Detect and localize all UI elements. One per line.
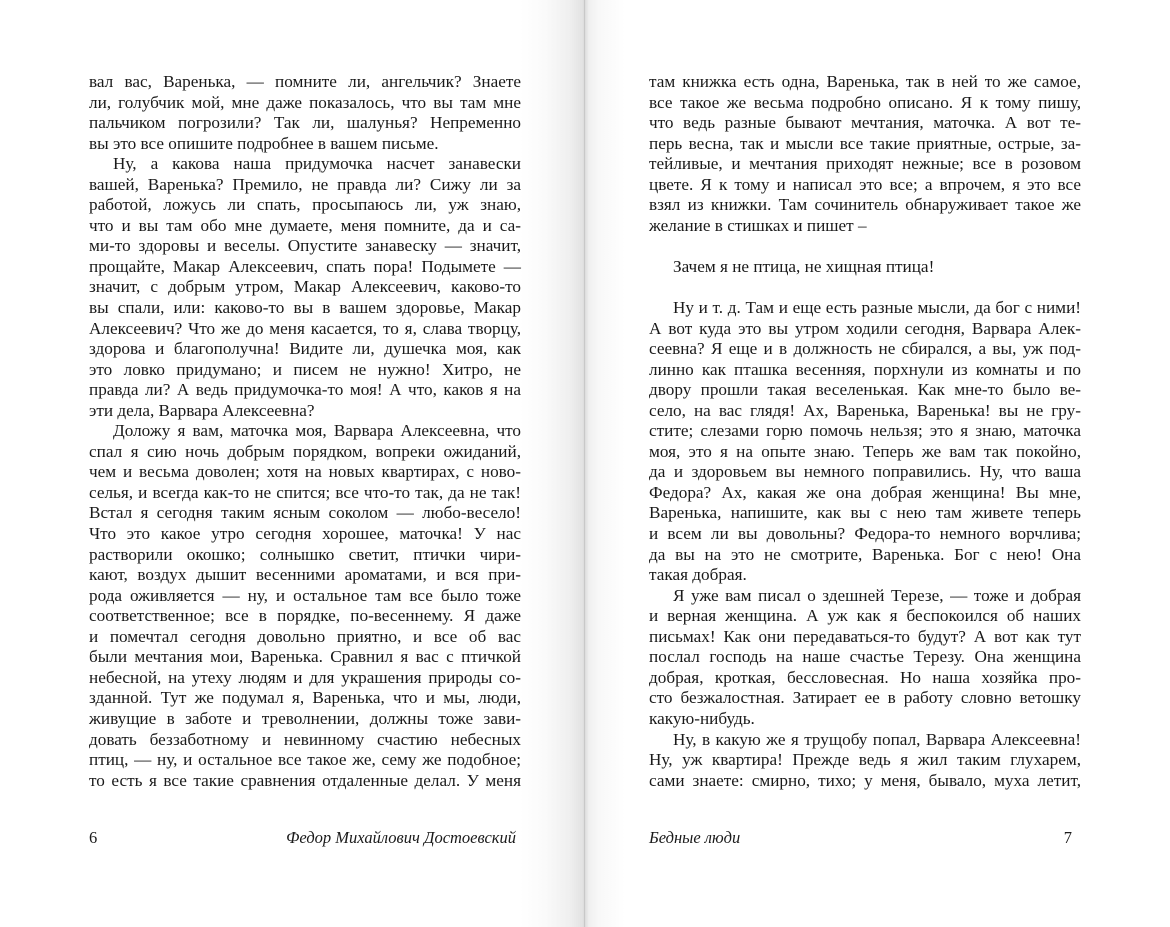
text-line: рода оживляется — ну, и остальное там все было тоже <box>89 585 521 605</box>
right-page <box>585 0 1170 927</box>
text-line: ли, голубчик мой, мне даже показалось, что вы там мне <box>89 92 521 112</box>
text-line: тейливые, и мечтания приходят нежные; все в розовом <box>649 154 1081 174</box>
text-line: что ведь разные бывают мечтания, маточка. А вот те- <box>649 113 1081 133</box>
text-line: послал господь на наше счастье Терезу. Она женщина <box>649 647 1081 667</box>
text-line: Доложу я вам, маточка моя, Варвара Алексеевна, что <box>113 421 521 441</box>
text-line: то есть я все такие сравнения отдаленные делал. У меня <box>89 770 521 790</box>
text-line: эти дела, Варвара Алексеевна? <box>89 400 315 420</box>
blank-line <box>649 277 1081 298</box>
text-line: селья, и всегда как-то не спится; все что-то так, да не так! <box>89 482 521 502</box>
blank-line <box>649 236 1081 257</box>
text-line: Я уже вам писал о здешней Терезе, — тоже и добрая <box>673 585 1081 605</box>
left-page-text <box>89 72 521 791</box>
text-line: моя, это я на опыте знаю. Теперь же вам так покойно, <box>649 441 1081 461</box>
text-line: правда ли? А ведь придумочка-то моя! А что, каков я на <box>89 380 521 400</box>
text-line: двору прошли такая веселенькая. Как мне-то было ве- <box>649 380 1081 400</box>
right-page-text <box>649 72 1081 791</box>
text-line: да и здоровьем вы немного поправились. Ну, что ваша <box>649 462 1081 482</box>
text-line: Что это какое утро сегодня хорошее, маточка! У нас <box>89 524 521 544</box>
text-line: такая добрая. <box>649 565 747 585</box>
text-line: и помечтал сегодня довольно приятно, и все об вас <box>89 626 521 646</box>
text-line: соответственное; все в порядке, по-весеннему. Я даже <box>89 606 521 626</box>
text-line: какую-нибудь. <box>649 708 755 728</box>
text-line: перь весна, так и мысли все такие приятные, острые, за- <box>649 133 1081 153</box>
text-line: Варенька, напишите, как вы с нею там живете теперь <box>649 503 1081 523</box>
text-line: прощайте, Макар Алексеевич, спать пора! Подымете — <box>89 256 521 276</box>
text-line: здорова и благополучна! Видите ли, душечка моя, как <box>89 339 521 359</box>
text-line: вы это все опишите подробнее в вашем письме. <box>89 133 439 153</box>
text-line: все такое же весьма подробно описано. Я к тому пишу, <box>649 92 1081 112</box>
text-line: вашей, Варенька? Премило, не правда ли? Сижу ли за <box>89 174 521 194</box>
text-line: значит, с добрым утром, Макар Алексеевич, каково-то <box>89 277 521 297</box>
text-line: вал вас, Варенька, — помните ли, ангельчик? Знаете <box>89 72 521 91</box>
text-line: работой, ложусь ли спать, просыпаюсь ли, уж знаю, <box>89 195 521 215</box>
text-line: сто безжалостная. Затирает ее в работу словно ветошку <box>649 688 1081 708</box>
text-line: ми-то здоровы и веселы. Опустите занавеску — значит, <box>89 236 521 256</box>
text-line: зданной. Тут же подумал я, Варенька, что и мы, люди, <box>89 688 521 708</box>
text-line: и верная женщина. А уж как я беспокоился об наших <box>649 606 1081 626</box>
text-line: Алексеевич? Что же до меня касается, то я, слава творцу, <box>89 318 521 338</box>
text-line: А вот куда это вы утром ходили сегодня, Варвара Алек- <box>649 318 1081 338</box>
text-line: Ну, уж квартира! Прежде ведь я жил таким глухарем, <box>649 750 1081 770</box>
text-line: живущие в заботе и треволнении, должны тоже зави- <box>89 708 521 728</box>
text-line: письмах! Как они передаваться-то будут? А вот как тут <box>649 626 1081 646</box>
text-line: спал я сию ночь добрым порядком, вопреки ожиданий, <box>89 441 521 461</box>
right-page-number: 7 <box>1063 828 1072 847</box>
left-running-head: Федор Михайлович Достоевский <box>286 828 516 847</box>
text-line: Ну и т. д. Там и еще есть разные мысли, да бог с ними! <box>673 298 1081 318</box>
book-gutter <box>584 0 585 927</box>
text-line: там книжка есть одна, Варенька, так в ней то же самое, <box>649 72 1081 91</box>
text-line: это ловко придумано; и писем не нужно! Хитро, не <box>89 359 521 379</box>
text-line: взял из книжки. Там сочинитель обнаруживает такое же <box>649 195 1081 215</box>
text-line: линно как пташка весенняя, порхнули из комнаты и по <box>649 359 1081 379</box>
text-line: да вы на это не смотрите, Варенька. Бог с нею! Она <box>649 544 1081 564</box>
left-page-number: 6 <box>89 828 98 847</box>
text-line: кают, воздух дышит весенними ароматами, и вся при- <box>89 565 521 585</box>
text-line: птиц, — ну, и остальное все такое же, сему же подобное; <box>89 750 521 770</box>
text-line: небесной, на утеху людям и для украшения природы со- <box>89 667 521 687</box>
text-line: растворили окошко; солнышко светит, птички чири- <box>89 544 521 564</box>
text-line: довать беззаботному и невинному счастию небесных <box>89 729 521 749</box>
text-line: были мечтания мои, Варенька. Сравнил я вас с птичкой <box>89 647 521 667</box>
text-line: цвете. Я к тому и написал это все; а впрочем, я это все <box>649 174 1081 194</box>
text-line: что и вы там обо мне думаете, меня помните, да и са- <box>89 215 521 235</box>
text-line: и всем ли вы довольны? Федора-то немного ворчлива; <box>649 524 1081 544</box>
text-line: пальчиком погрозили? Так ли, шалунья? Непременно <box>89 113 521 133</box>
text-line: Ну, а какова наша придумочка насчет занавески <box>113 154 521 174</box>
text-line: чем и весьма доволен; хотя на новых квартирах, с ново- <box>89 462 521 482</box>
text-line: Зачем я не птица, не хищная птица! <box>673 256 935 276</box>
text-line: желание в стишках и пишет – <box>649 215 867 235</box>
text-line: сеевна? Я еще и в должность не сбирался, а вы, уж под- <box>649 339 1081 359</box>
text-line: Федора? Ах, какая же она добрая женщина! Вы мне, <box>649 482 1081 502</box>
right-running-head: Бедные люди <box>649 828 741 847</box>
text-line: Ну, в какую же я трущобу попал, Варвара Алексеевна! <box>673 729 1081 749</box>
text-line: село, на вас глядя! Ах, Варенька, Варенька! вы не гру- <box>649 400 1081 420</box>
text-line: стите; слезами горю помочь нельзя; это я знаю, маточка <box>649 421 1081 441</box>
text-line: вы спали, или: каково-то вы в вашем здоровье, Макар <box>89 298 521 318</box>
text-line: Встал я сегодня таким ясным соколом — любо-весело! <box>89 503 521 523</box>
text-line: добрая, кроткая, бессловесная. Но наша хозяйка про- <box>649 667 1081 687</box>
text-line: сами знаете: смирно, тихо; у меня, бывало, муха летит, <box>649 770 1081 790</box>
